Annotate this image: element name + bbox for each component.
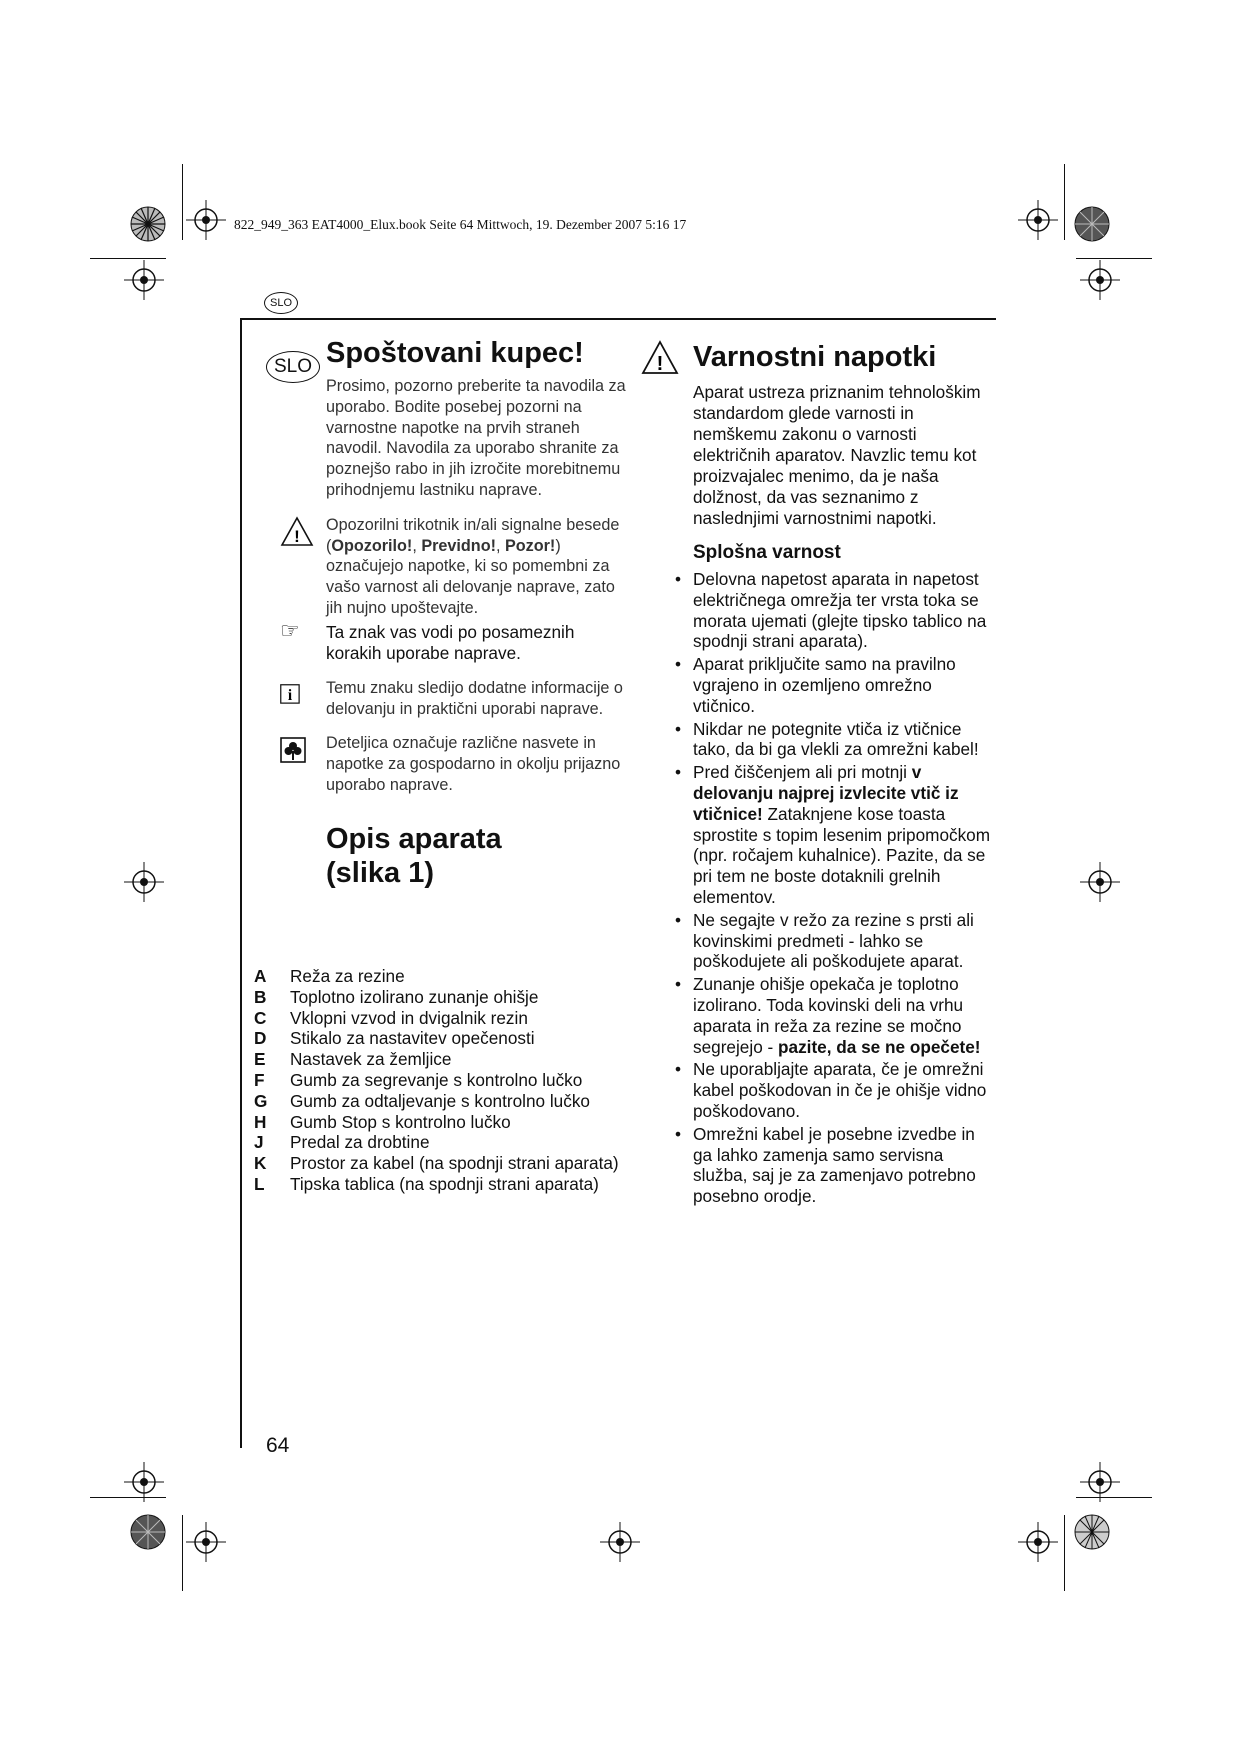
welcome-heading: Spoštovani kupec! — [326, 337, 584, 369]
part-label: Toplotno izolirano zunanje ohišje — [290, 986, 539, 1007]
registration-mark-icon — [1080, 862, 1120, 902]
registration-mark-icon — [600, 1522, 640, 1562]
bullet: • — [675, 1123, 682, 1144]
part-item — [254, 1069, 620, 1091]
safety-list — [675, 569, 993, 1207]
list-item-text: Aparat priključite samo na pravilno vgrajeno in ozemljeno omrežno vtičnico. — [693, 654, 956, 716]
clover-legend — [326, 733, 626, 795]
bullet: • — [675, 974, 682, 995]
registration-mark-icon — [124, 1462, 164, 1502]
part-key: F — [254, 1069, 265, 1090]
part-item — [254, 1049, 620, 1070]
info-legend-text: Temu znaku sledijo dodatne informacije o delovanju in praktični uporabi naprave. — [326, 678, 623, 718]
part-key: J — [254, 1132, 264, 1153]
language-badge: SLO — [264, 292, 298, 314]
list-item-emphasis: v delovanju najprej izvlecite vtič iz vtičnice! — [693, 762, 959, 824]
signal-word-opozorilo: Opozorilo! — [331, 536, 413, 555]
right-column — [656, 340, 993, 1209]
hand-legend — [280, 617, 626, 664]
part-item — [254, 1153, 620, 1174]
list-item-text: Omrežni kabel je posebne izvedbe in ga lahko zamenja samo servisna služba, saj je za zamenjavo potrebno posebno orodje. — [693, 1123, 976, 1207]
description-heading-line1: Opis aparata — [326, 822, 502, 855]
part-key: C — [254, 1007, 267, 1028]
list-item — [675, 654, 993, 716]
separator: , — [495, 536, 505, 555]
bullet: • — [675, 718, 682, 739]
description-heading — [326, 822, 626, 890]
hand-legend-text: Ta znak vas vodi po posameznih korakih uporabe naprave. — [326, 621, 575, 663]
part-label: Stikalo za nastavitev opečenosti — [290, 1028, 535, 1049]
list-item — [675, 1123, 993, 1207]
warning-legend — [294, 515, 626, 619]
registration-mark-icon — [186, 1522, 226, 1562]
part-item — [254, 1028, 620, 1049]
clover-legend-text: Deteljica označuje različne nasvete in napotke za gospodarno in okolju prijazno uporabo naprave. — [326, 734, 621, 794]
language-badge-large: SLO — [266, 351, 320, 383]
registration-mark-icon — [1080, 260, 1120, 300]
part-item — [254, 1090, 620, 1112]
part-key: B — [254, 986, 267, 1007]
list-item-text: Delovna napetost aparata in napetost električnega omrežja ter vrsta toka se morata ujemati (glejte tipsko tablico na spodnji strani aparata). — [693, 569, 987, 652]
part-key: L — [254, 1173, 265, 1194]
warning-triangle-icon — [641, 340, 679, 376]
list-item-text: Ne segajte v režo za rezine s prsti ali kovinskimi predmeti - lahko se poškodujete ali poškodujete aparat. — [693, 909, 974, 972]
parts-list — [254, 966, 620, 1195]
warning-text: Opozorilni trikotnik in/ali signalne besede ( — [326, 515, 620, 555]
registration-mark-icon — [1080, 1462, 1120, 1502]
registration-mark-icon — [124, 862, 164, 902]
registration-mark-icon — [1018, 1522, 1058, 1562]
part-label: Predal za drobtine — [290, 1132, 430, 1153]
signal-word-pozor: Pozor! — [504, 536, 556, 555]
separator: , — [412, 536, 422, 555]
list-item-text: Ne uporabljajte aparata, če je omrežni kabel poškodovan in če je ohišje vidno poškodovano. — [693, 1059, 987, 1121]
svg-text:!: ! — [294, 526, 300, 546]
clover-icon — [280, 737, 306, 763]
list-item — [675, 1059, 993, 1121]
welcome-intro: Prosimo, pozorno preberite ta navodila za uporabo. Bodite posebej pozorni na varnostne napotke na prvih straneh navodil. Navodila za uporabo shranite za poznejšo rabo in jih izročite morebitnemu prihodnjemu lastniku naprave. — [326, 377, 626, 499]
list-item — [675, 974, 993, 1057]
part-key: G — [254, 1090, 268, 1111]
list-item-emphasis: pazite, da se ne opečete! — [778, 1036, 981, 1057]
part-item — [254, 966, 620, 987]
registration-mark-icon — [124, 260, 164, 300]
left-margin-rule — [240, 318, 242, 1448]
warning-triangle-icon — [280, 515, 314, 549]
part-label: Vklopni vzvod in dvigalnik rezin — [290, 1007, 528, 1028]
part-key: A — [254, 966, 267, 986]
safety-intro: Aparat ustreza priznanim tehnološkim standardom glede varnosti in nemškemu zakonu o varnosti električnih aparatov. Navzlic temu kot proizvajalec menimo, da je naša dolžnost, da vas seznanimo z naslednjimi varnostnimi napotki. — [693, 382, 981, 528]
bullet: • — [675, 909, 682, 930]
part-key: H — [254, 1111, 267, 1132]
part-key: K — [254, 1153, 267, 1174]
part-label: Gumb za segrevanje s kontrolno lučko — [290, 1069, 583, 1090]
page-number: 64 — [266, 1434, 290, 1457]
header-rule — [240, 318, 996, 320]
part-label: Tipska tablica (na spodnji strani aparata) — [290, 1173, 599, 1194]
list-item — [675, 569, 993, 652]
svg-text:i: i — [287, 686, 293, 704]
part-item — [254, 1132, 620, 1153]
signal-word-previdno: Previdno! — [421, 536, 496, 555]
pointing-hand-icon: ☞ — [280, 617, 300, 643]
part-label: Prostor za kabel (na spodnji strani aparata) — [290, 1153, 619, 1174]
part-label: Nastavek za žemljice — [290, 1049, 452, 1070]
safety-heading: Varnostni napotki — [693, 341, 937, 373]
svg-text:!: ! — [656, 353, 664, 375]
print-starburst-icon — [130, 1514, 166, 1550]
part-item — [254, 1173, 620, 1195]
warning-text-tail: ) označujejo napotke, ki so pomembni za vašo varnost ali delovanje naprave, zato jih nujno upoštevajte. — [326, 536, 615, 617]
part-item — [254, 986, 620, 1008]
registration-mark-icon — [186, 200, 226, 240]
print-starburst-icon — [1074, 206, 1110, 242]
info-legend — [287, 678, 626, 720]
list-item-text: Pred čiščenjem ali pri motnji — [693, 762, 912, 783]
left-column — [273, 336, 626, 890]
bullet: • — [675, 762, 682, 783]
list-item — [675, 718, 993, 761]
part-item — [254, 1111, 620, 1133]
part-label: Gumb za odtaljevanje s kontrolno lučko — [290, 1090, 590, 1111]
print-starburst-icon — [130, 206, 166, 242]
bullet: • — [675, 569, 682, 589]
part-label: Reža za rezine — [290, 966, 405, 986]
general-safety-subheading: Splošna varnost — [693, 542, 841, 563]
registration-mark-icon — [1018, 200, 1058, 240]
info-icon — [280, 684, 306, 710]
bullet: • — [675, 1059, 682, 1080]
list-item — [675, 909, 993, 972]
part-key: D — [254, 1028, 267, 1049]
print-metadata: 822_949_363 EAT4000_Elux.book Seite 64 Mittwoch, 19. Dezember 2007 5:16 17 — [234, 217, 687, 232]
bullet: • — [675, 654, 682, 675]
part-item — [254, 1007, 620, 1029]
list-item-text: Zunanje ohišje opekača je toplotno izolirano. Toda kovinski deli na vrhu aparata in reža za rezine se močno segrejejo - — [693, 974, 964, 1057]
part-label: Gumb Stop s kontrolno lučko — [290, 1111, 511, 1132]
description-heading-line2: (slika 1) — [326, 856, 434, 889]
list-item-text: Zataknjene kose toasta sprostite s topim lesenim pripomočkom (npr. ročajem kuhalnice). Pazite, da se pri tem ne boste dotaknili grelnih elementov. — [693, 803, 991, 907]
list-item — [675, 762, 993, 908]
print-starburst-icon — [1074, 1514, 1110, 1550]
part-key: E — [254, 1049, 266, 1070]
list-item-text: Nikdar ne potegnite vtiča iz vtičnice tako, da bi ga vlekli za omrežni kabel! — [693, 718, 979, 760]
